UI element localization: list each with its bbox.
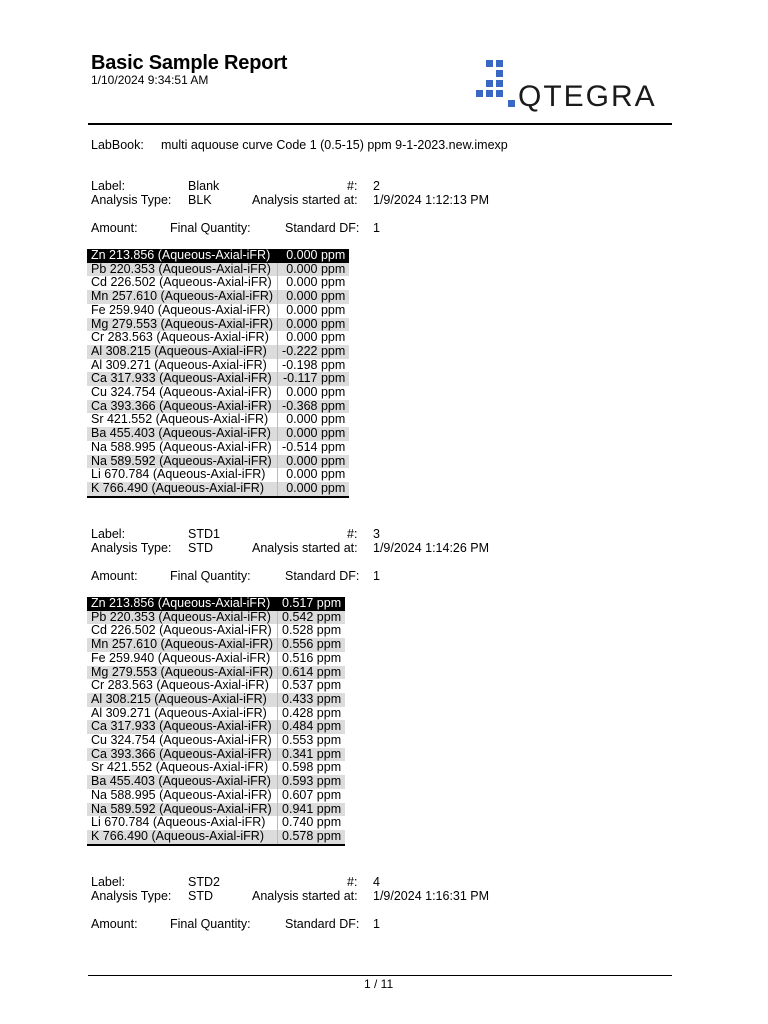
table-row: [87, 789, 345, 803]
table-row: [87, 693, 345, 707]
table-row: [87, 318, 349, 332]
concentration-value: 0.537 ppm: [278, 679, 346, 693]
labbook-value: multi aquouse curve Code 1 (0.5-15) ppm 9-1-2023.new.imexp: [161, 138, 508, 152]
element-line: Mn 257.610 (Aqueous-Axial-iFR): [87, 638, 278, 652]
number-caption: #:: [347, 179, 358, 193]
concentration-value: 0.542 ppm: [278, 611, 346, 625]
concentration-value: 0.740 ppm: [278, 816, 346, 830]
table-row: [87, 816, 345, 830]
number-caption: #:: [347, 527, 358, 541]
logo-text: QTEGRA: [518, 80, 657, 113]
analysis-type-caption: Analysis Type:: [91, 889, 172, 903]
element-line: Cd 226.502 (Aqueous-Axial-iFR): [87, 624, 278, 638]
element-line: Al 309.271 (Aqueous-Axial-iFR): [87, 707, 278, 721]
standard-df-value: 1: [373, 221, 380, 235]
element-line: Fe 259.940 (Aqueous-Axial-iFR): [87, 304, 278, 318]
table-row: [87, 386, 349, 400]
concentration-value: 0.000 ppm: [278, 427, 350, 441]
table-row: [87, 468, 349, 482]
sample-label-value: Blank: [188, 179, 220, 193]
element-line: Ba 455.403 (Aqueous-Axial-iFR): [87, 427, 278, 441]
concentration-value: 0.000 ppm: [278, 468, 350, 482]
standard-df-value: 1: [373, 569, 380, 583]
analysis-started-value: 1/9/2024 1:12:13 PM: [373, 193, 490, 207]
element-line: Al 308.215 (Aqueous-Axial-iFR): [87, 693, 278, 707]
concentration-value: -0.198 ppm: [278, 359, 350, 373]
concentration-value: 0.598 ppm: [278, 761, 346, 775]
table-row: [87, 734, 345, 748]
element-line: Cr 283.563 (Aqueous-Axial-iFR): [87, 331, 278, 345]
element-line: Na 589.592 (Aqueous-Axial-iFR): [87, 803, 278, 817]
element-line: Na 588.995 (Aqueous-Axial-iFR): [87, 441, 278, 455]
concentration-value: 0.000 ppm: [278, 482, 350, 497]
element-line: Zn 213.856 (Aqueous-Axial-iFR): [87, 597, 278, 611]
analysis-started-caption: Analysis started at:: [252, 889, 358, 903]
analysis-started-caption: Analysis started at:: [252, 193, 358, 207]
analysis-type-caption: Analysis Type:: [91, 193, 172, 207]
concentration-value: 0.000 ppm: [278, 455, 350, 469]
table-row: [87, 597, 345, 611]
concentration-value: 0.341 ppm: [278, 748, 346, 762]
analysis-started-value: 1/9/2024 1:16:31 PM: [373, 889, 490, 903]
element-line: K 766.490 (Aqueous-Axial-iFR): [87, 830, 278, 845]
table-row: [87, 611, 345, 625]
element-line: Na 589.592 (Aqueous-Axial-iFR): [87, 455, 278, 469]
table-row: [87, 413, 349, 427]
report-title: Basic Sample Report: [91, 52, 288, 74]
table-row: [87, 830, 345, 845]
label-caption: Label:: [91, 527, 126, 541]
analysis-type-value: STD: [188, 889, 213, 903]
concentration-value: 0.941 ppm: [278, 803, 346, 817]
concentration-value: 0.614 ppm: [278, 666, 346, 680]
element-line: Pb 220.353 (Aqueous-Axial-iFR): [87, 611, 278, 625]
results-table: [87, 249, 349, 498]
table-row: [87, 441, 349, 455]
sample-number-value: 2: [373, 179, 380, 193]
amount-caption: Amount:: [91, 221, 138, 235]
concentration-value: -0.117 ppm: [278, 372, 350, 386]
element-line: Mg 279.553 (Aqueous-Axial-iFR): [87, 318, 278, 332]
element-line: Fe 259.940 (Aqueous-Axial-iFR): [87, 652, 278, 666]
element-line: Mg 279.553 (Aqueous-Axial-iFR): [87, 666, 278, 680]
element-line: Ca 317.933 (Aqueous-Axial-iFR): [87, 372, 278, 386]
table-row: [87, 276, 349, 290]
concentration-value: 0.000 ppm: [278, 318, 350, 332]
table-row: [87, 263, 349, 277]
concentration-value: 0.000 ppm: [278, 413, 350, 427]
sample-number-value: 4: [373, 875, 380, 889]
table-row: [87, 761, 345, 775]
table-row: [87, 372, 349, 386]
concentration-value: 0.607 ppm: [278, 789, 346, 803]
analysis-started-value: 1/9/2024 1:14:26 PM: [373, 541, 490, 555]
element-line: Ca 393.366 (Aqueous-Axial-iFR): [87, 748, 278, 762]
concentration-value: 0.428 ppm: [278, 707, 346, 721]
concentration-value: 0.000 ppm: [278, 386, 350, 400]
report-date: 1/10/2024 9:34:51 AM: [91, 73, 209, 87]
table-row: [87, 720, 345, 734]
final-quantity-caption: Final Quantity:: [170, 221, 251, 235]
table-row: [87, 345, 349, 359]
table-row: [87, 359, 349, 373]
standard-df-caption: Standard DF:: [285, 569, 360, 583]
element-line: Mn 257.610 (Aqueous-Axial-iFR): [87, 290, 278, 304]
table-row: [87, 249, 349, 263]
element-line: Li 670.784 (Aqueous-Axial-iFR): [87, 816, 278, 830]
concentration-value: 0.433 ppm: [278, 693, 346, 707]
sample-label-value: STD1: [188, 527, 220, 541]
concentration-value: -0.222 ppm: [278, 345, 350, 359]
element-line: Cr 283.563 (Aqueous-Axial-iFR): [87, 679, 278, 693]
table-row: [87, 624, 345, 638]
qtegra-logo: [470, 56, 670, 116]
table-row: [87, 427, 349, 441]
concentration-value: 0.553 ppm: [278, 734, 346, 748]
element-line: Li 670.784 (Aqueous-Axial-iFR): [87, 468, 278, 482]
concentration-value: 0.556 ppm: [278, 638, 346, 652]
concentration-value: 0.517 ppm: [278, 597, 346, 611]
concentration-value: 0.000 ppm: [278, 304, 350, 318]
concentration-value: 0.528 ppm: [278, 624, 346, 638]
analysis-type-value: BLK: [188, 193, 212, 207]
analysis-type-caption: Analysis Type:: [91, 541, 172, 555]
standard-df-value: 1: [373, 917, 380, 931]
sample-label-value: STD2: [188, 875, 220, 889]
footer-divider: [88, 975, 672, 976]
concentration-value: -0.368 ppm: [278, 400, 350, 414]
concentration-value: 0.593 ppm: [278, 775, 346, 789]
final-quantity-caption: Final Quantity:: [170, 569, 251, 583]
analysis-started-caption: Analysis started at:: [252, 541, 358, 555]
table-row: [87, 652, 345, 666]
table-row: [87, 803, 345, 817]
standard-df-caption: Standard DF:: [285, 221, 360, 235]
logo-grid-icon: [470, 56, 518, 112]
table-row: [87, 455, 349, 469]
concentration-value: 0.000 ppm: [278, 263, 350, 277]
concentration-value: 0.578 ppm: [278, 830, 346, 845]
sample-number-value: 3: [373, 527, 380, 541]
concentration-value: 0.516 ppm: [278, 652, 346, 666]
table-row: [87, 679, 345, 693]
amount-caption: Amount:: [91, 569, 138, 583]
standard-df-caption: Standard DF:: [285, 917, 360, 931]
label-caption: Label:: [91, 875, 126, 889]
table-row: [87, 775, 345, 789]
final-quantity-caption: Final Quantity:: [170, 917, 251, 931]
table-row: [87, 482, 349, 497]
element-line: Al 308.215 (Aqueous-Axial-iFR): [87, 345, 278, 359]
concentration-value: 0.000 ppm: [278, 276, 350, 290]
element-line: Ca 393.366 (Aqueous-Axial-iFR): [87, 400, 278, 414]
header-divider: [88, 123, 672, 125]
element-line: Cu 324.754 (Aqueous-Axial-iFR): [87, 734, 278, 748]
element-line: Pb 220.353 (Aqueous-Axial-iFR): [87, 263, 278, 277]
analysis-type-value: STD: [188, 541, 213, 555]
element-line: K 766.490 (Aqueous-Axial-iFR): [87, 482, 278, 497]
table-row: [87, 638, 345, 652]
number-caption: #:: [347, 875, 358, 889]
element-line: Al 309.271 (Aqueous-Axial-iFR): [87, 359, 278, 373]
element-line: Na 588.995 (Aqueous-Axial-iFR): [87, 789, 278, 803]
table-row: [87, 290, 349, 304]
concentration-value: 0.000 ppm: [278, 290, 350, 304]
element-line: Ca 317.933 (Aqueous-Axial-iFR): [87, 720, 278, 734]
element-line: Sr 421.552 (Aqueous-Axial-iFR): [87, 761, 278, 775]
table-row: [87, 331, 349, 345]
element-line: Ba 455.403 (Aqueous-Axial-iFR): [87, 775, 278, 789]
element-line: Cd 226.502 (Aqueous-Axial-iFR): [87, 276, 278, 290]
results-table: [87, 597, 345, 846]
amount-caption: Amount:: [91, 917, 138, 931]
element-line: Zn 213.856 (Aqueous-Axial-iFR): [87, 249, 278, 263]
table-row: [87, 707, 345, 721]
element-line: Sr 421.552 (Aqueous-Axial-iFR): [87, 413, 278, 427]
concentration-value: 0.000 ppm: [278, 331, 350, 345]
table-row: [87, 304, 349, 318]
table-row: [87, 748, 345, 762]
label-caption: Label:: [91, 179, 126, 193]
labbook-label: LabBook:: [91, 138, 144, 152]
element-line: Cu 324.754 (Aqueous-Axial-iFR): [87, 386, 278, 400]
concentration-value: -0.514 ppm: [278, 441, 350, 455]
page-number: 1 / 11: [364, 977, 394, 991]
table-row: [87, 666, 345, 680]
table-row: [87, 400, 349, 414]
concentration-value: 0.000 ppm: [278, 249, 350, 263]
concentration-value: 0.484 ppm: [278, 720, 346, 734]
